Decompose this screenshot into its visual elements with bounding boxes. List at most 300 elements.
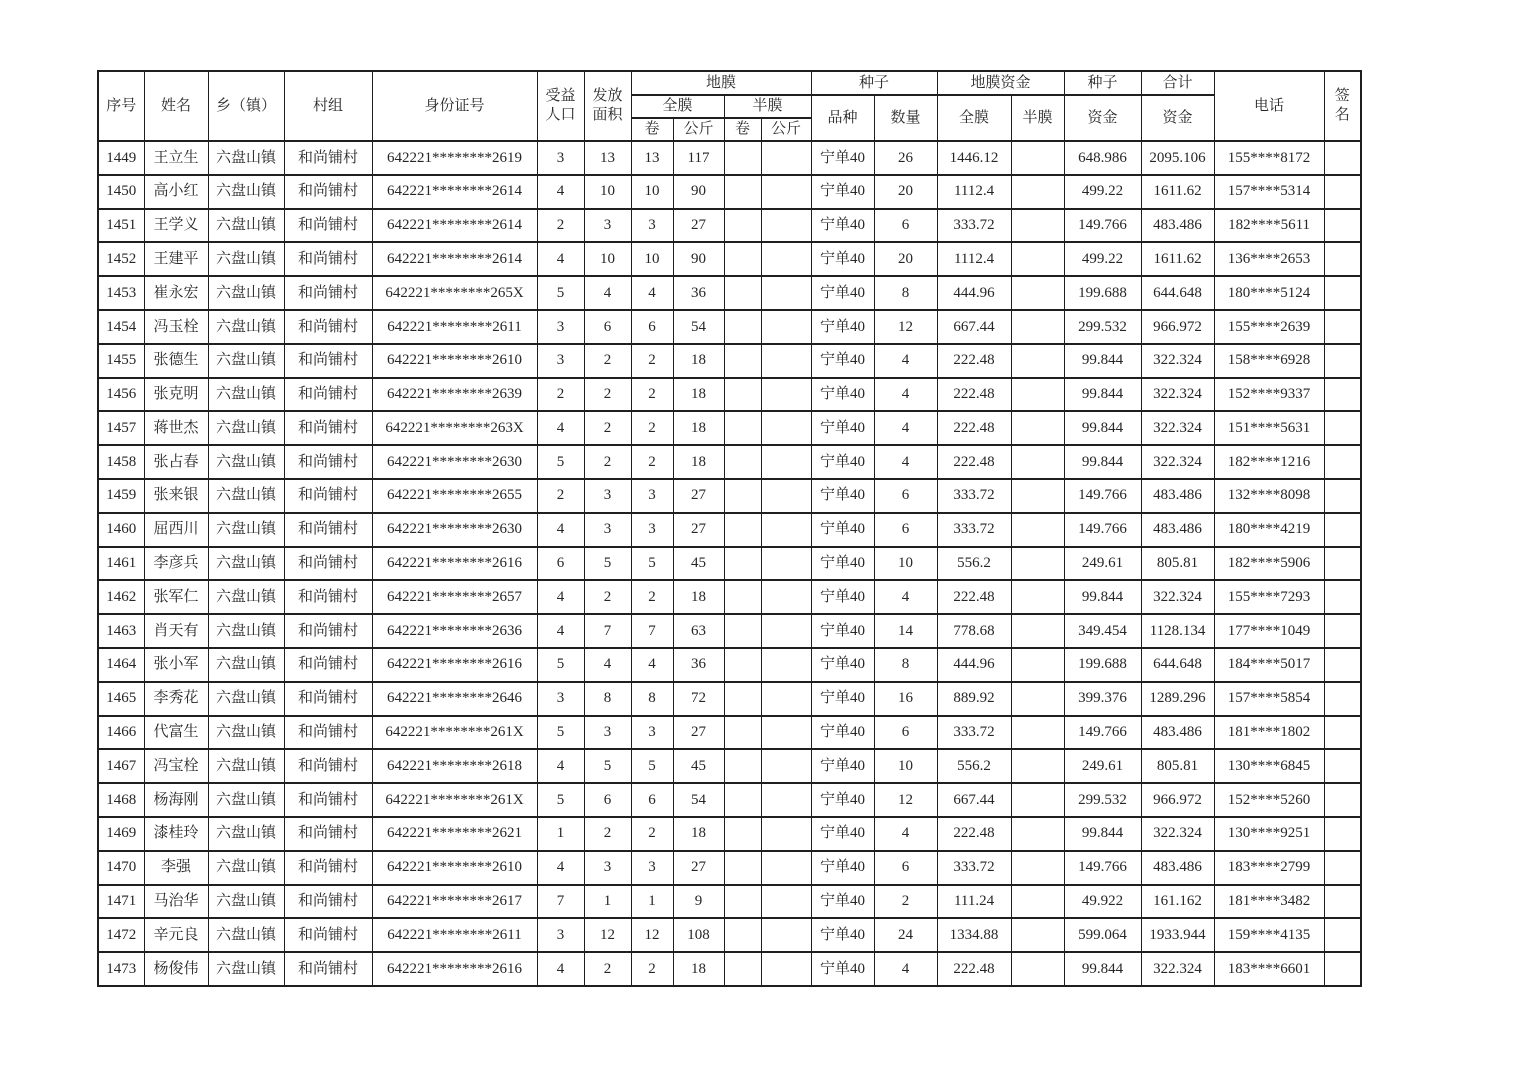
cell-seed-quantity: 6 xyxy=(874,716,937,750)
cell-village: 和尚铺村 xyxy=(284,716,372,750)
header-village: 村组 xyxy=(284,71,372,141)
cell-seed-variety: 宁单40 xyxy=(811,817,874,851)
cell-signature xyxy=(1324,445,1361,479)
cell-id-number: 642221********2621 xyxy=(372,817,537,851)
cell-name: 高小红 xyxy=(144,175,208,209)
table-row xyxy=(98,276,1361,310)
cell-township: 六盘山镇 xyxy=(208,310,284,344)
header-full-film-roll: 卷 xyxy=(631,118,673,141)
cell-half-film-kg xyxy=(761,614,811,648)
cell-beneficiary-population: 5 xyxy=(537,648,584,682)
cell-seed-variety: 宁单40 xyxy=(811,716,874,750)
cell-seed-fund: 99.844 xyxy=(1064,411,1141,445)
cell-village: 和尚铺村 xyxy=(284,445,372,479)
cell-village: 和尚铺村 xyxy=(284,851,372,885)
header-township: 乡（镇） xyxy=(208,71,284,141)
cell-signature xyxy=(1324,141,1361,175)
cell-village: 和尚铺村 xyxy=(284,648,372,682)
cell-film-fund-full: 222.48 xyxy=(937,952,1011,986)
cell-film-fund-full: 222.48 xyxy=(937,817,1011,851)
cell-half-film-kg xyxy=(761,479,811,513)
cell-total-fund: 322.324 xyxy=(1141,952,1214,986)
cell-half-film-rolls xyxy=(724,817,761,851)
cell-total-fund: 1933.944 xyxy=(1141,918,1214,952)
cell-phone: 155****7293 xyxy=(1214,580,1324,614)
cell-beneficiary-population: 4 xyxy=(537,175,584,209)
cell-full-film-rolls: 8 xyxy=(631,682,673,716)
cell-serial: 1467 xyxy=(98,749,144,783)
cell-village: 和尚铺村 xyxy=(284,344,372,378)
header-signature: 签名 xyxy=(1324,71,1361,141)
cell-film-fund-half xyxy=(1011,614,1064,648)
cell-seed-quantity: 20 xyxy=(874,242,937,276)
cell-film-fund-half xyxy=(1011,749,1064,783)
cell-name: 蒋世杰 xyxy=(144,411,208,445)
cell-full-film-kg: 18 xyxy=(673,378,724,412)
cell-phone: 158****6928 xyxy=(1214,344,1324,378)
cell-full-film-rolls: 2 xyxy=(631,952,673,986)
cell-full-film-kg: 90 xyxy=(673,242,724,276)
cell-seed-variety: 宁单40 xyxy=(811,310,874,344)
header-full-film-kg: 公斤 xyxy=(673,118,724,141)
cell-phone: 155****8172 xyxy=(1214,141,1324,175)
cell-township: 六盘山镇 xyxy=(208,209,284,243)
cell-signature xyxy=(1324,479,1361,513)
cell-phone: 180****4219 xyxy=(1214,513,1324,547)
cell-township: 六盘山镇 xyxy=(208,411,284,445)
cell-township: 六盘山镇 xyxy=(208,141,284,175)
cell-half-film-rolls xyxy=(724,749,761,783)
cell-half-film-kg xyxy=(761,513,811,547)
header-total-top: 合计 xyxy=(1141,71,1214,95)
cell-total-fund: 483.486 xyxy=(1141,479,1214,513)
cell-name: 李强 xyxy=(144,851,208,885)
cell-half-film-kg xyxy=(761,276,811,310)
cell-signature xyxy=(1324,749,1361,783)
cell-id-number: 642221********261X xyxy=(372,716,537,750)
cell-id-number: 642221********2655 xyxy=(372,479,537,513)
cell-serial: 1450 xyxy=(98,175,144,209)
header-film-fund-half: 半膜 xyxy=(1011,95,1064,141)
cell-film-fund-full: 333.72 xyxy=(937,513,1011,547)
cell-township: 六盘山镇 xyxy=(208,445,284,479)
cell-half-film-rolls xyxy=(724,783,761,817)
cell-id-number: 642221********2616 xyxy=(372,648,537,682)
cell-signature xyxy=(1324,513,1361,547)
cell-serial: 1460 xyxy=(98,513,144,547)
cell-film-fund-half xyxy=(1011,242,1064,276)
cell-distribution-area: 5 xyxy=(584,547,631,581)
cell-half-film-kg xyxy=(761,648,811,682)
cell-half-film-rolls xyxy=(724,378,761,412)
table-row xyxy=(98,648,1361,682)
cell-village: 和尚铺村 xyxy=(284,885,372,919)
cell-full-film-kg: 18 xyxy=(673,952,724,986)
cell-serial: 1457 xyxy=(98,411,144,445)
cell-beneficiary-population: 4 xyxy=(537,242,584,276)
cell-half-film-rolls xyxy=(724,445,761,479)
cell-name: 冯宝栓 xyxy=(144,749,208,783)
header-seed-variety: 品种 xyxy=(811,95,874,141)
cell-half-film-rolls xyxy=(724,918,761,952)
cell-seed-fund: 349.454 xyxy=(1064,614,1141,648)
cell-full-film-rolls: 2 xyxy=(631,344,673,378)
table-row xyxy=(98,445,1361,479)
cell-seed-variety: 宁单40 xyxy=(811,783,874,817)
cell-distribution-area: 13 xyxy=(584,141,631,175)
cell-seed-variety: 宁单40 xyxy=(811,547,874,581)
cell-distribution-area: 4 xyxy=(584,648,631,682)
cell-full-film-kg: 36 xyxy=(673,276,724,310)
cell-film-fund-half xyxy=(1011,411,1064,445)
cell-film-fund-full: 889.92 xyxy=(937,682,1011,716)
cell-film-fund-half xyxy=(1011,513,1064,547)
cell-seed-variety: 宁单40 xyxy=(811,479,874,513)
table-row xyxy=(98,614,1361,648)
cell-phone: 183****2799 xyxy=(1214,851,1324,885)
cell-full-film-rolls: 3 xyxy=(631,851,673,885)
cell-id-number: 642221********2611 xyxy=(372,310,537,344)
cell-name: 王立生 xyxy=(144,141,208,175)
cell-half-film-kg xyxy=(761,783,811,817)
cell-name: 李彦兵 xyxy=(144,547,208,581)
cell-seed-quantity: 6 xyxy=(874,851,937,885)
cell-distribution-area: 12 xyxy=(584,918,631,952)
cell-film-fund-full: 556.2 xyxy=(937,749,1011,783)
cell-township: 六盘山镇 xyxy=(208,547,284,581)
cell-distribution-area: 10 xyxy=(584,242,631,276)
cell-film-fund-half xyxy=(1011,716,1064,750)
cell-id-number: 642221********2630 xyxy=(372,513,537,547)
cell-phone: 155****2639 xyxy=(1214,310,1324,344)
cell-full-film-rolls: 4 xyxy=(631,648,673,682)
cell-name: 张克明 xyxy=(144,378,208,412)
cell-phone: 182****5611 xyxy=(1214,209,1324,243)
table-row xyxy=(98,716,1361,750)
cell-beneficiary-population: 3 xyxy=(537,682,584,716)
cell-seed-quantity: 4 xyxy=(874,378,937,412)
cell-seed-quantity: 4 xyxy=(874,445,937,479)
cell-village: 和尚铺村 xyxy=(284,952,372,986)
cell-distribution-area: 7 xyxy=(584,614,631,648)
cell-phone: 136****2653 xyxy=(1214,242,1324,276)
cell-total-fund: 483.486 xyxy=(1141,209,1214,243)
cell-total-fund: 644.648 xyxy=(1141,648,1214,682)
cell-seed-quantity: 14 xyxy=(874,614,937,648)
cell-half-film-rolls xyxy=(724,411,761,445)
cell-seed-variety: 宁单40 xyxy=(811,209,874,243)
cell-beneficiary-population: 4 xyxy=(537,411,584,445)
cell-id-number: 642221********2610 xyxy=(372,344,537,378)
cell-film-fund-half xyxy=(1011,547,1064,581)
cell-seed-quantity: 6 xyxy=(874,513,937,547)
cell-distribution-area: 2 xyxy=(584,817,631,851)
cell-township: 六盘山镇 xyxy=(208,749,284,783)
cell-full-film-kg: 18 xyxy=(673,817,724,851)
cell-distribution-area: 3 xyxy=(584,209,631,243)
cell-village: 和尚铺村 xyxy=(284,479,372,513)
cell-beneficiary-population: 4 xyxy=(537,513,584,547)
cell-village: 和尚铺村 xyxy=(284,918,372,952)
cell-name: 王建平 xyxy=(144,242,208,276)
cell-id-number: 642221********261X xyxy=(372,783,537,817)
cell-name: 屈西川 xyxy=(144,513,208,547)
cell-serial: 1454 xyxy=(98,310,144,344)
cell-signature xyxy=(1324,648,1361,682)
cell-half-film-rolls xyxy=(724,547,761,581)
cell-phone: 159****4135 xyxy=(1214,918,1324,952)
cell-full-film-kg: 18 xyxy=(673,411,724,445)
cell-beneficiary-population: 2 xyxy=(537,479,584,513)
cell-seed-variety: 宁单40 xyxy=(811,378,874,412)
cell-beneficiary-population: 3 xyxy=(537,344,584,378)
cell-film-fund-full: 1112.4 xyxy=(937,175,1011,209)
cell-serial: 1449 xyxy=(98,141,144,175)
cell-village: 和尚铺村 xyxy=(284,310,372,344)
cell-seed-quantity: 4 xyxy=(874,580,937,614)
header-serial: 序号 xyxy=(98,71,144,141)
cell-beneficiary-population: 3 xyxy=(537,310,584,344)
cell-half-film-kg xyxy=(761,952,811,986)
cell-signature xyxy=(1324,580,1361,614)
cell-seed-fund: 199.688 xyxy=(1064,648,1141,682)
cell-half-film-rolls xyxy=(724,580,761,614)
cell-film-fund-full: 667.44 xyxy=(937,310,1011,344)
cell-township: 六盘山镇 xyxy=(208,344,284,378)
header-film-fund-group: 地膜资金 xyxy=(937,71,1064,95)
cell-full-film-kg: 9 xyxy=(673,885,724,919)
cell-name: 张军仁 xyxy=(144,580,208,614)
table-row xyxy=(98,479,1361,513)
cell-beneficiary-population: 5 xyxy=(537,783,584,817)
cell-distribution-area: 2 xyxy=(584,344,631,378)
cell-total-fund: 1611.62 xyxy=(1141,175,1214,209)
cell-half-film-kg xyxy=(761,445,811,479)
cell-serial: 1451 xyxy=(98,209,144,243)
cell-township: 六盘山镇 xyxy=(208,716,284,750)
table-row xyxy=(98,513,1361,547)
cell-full-film-kg: 45 xyxy=(673,749,724,783)
header-film-fund-full: 全膜 xyxy=(937,95,1011,141)
cell-seed-fund: 249.61 xyxy=(1064,749,1141,783)
cell-total-fund: 483.486 xyxy=(1141,716,1214,750)
cell-distribution-area: 2 xyxy=(584,952,631,986)
cell-half-film-rolls xyxy=(724,242,761,276)
cell-seed-variety: 宁单40 xyxy=(811,614,874,648)
cell-film-fund-full: 111.24 xyxy=(937,885,1011,919)
cell-signature xyxy=(1324,952,1361,986)
cell-serial: 1453 xyxy=(98,276,144,310)
cell-serial: 1471 xyxy=(98,885,144,919)
cell-half-film-kg xyxy=(761,851,811,885)
cell-township: 六盘山镇 xyxy=(208,918,284,952)
cell-id-number: 642221********2630 xyxy=(372,445,537,479)
cell-distribution-area: 2 xyxy=(584,445,631,479)
cell-phone: 157****5854 xyxy=(1214,682,1324,716)
cell-full-film-rolls: 6 xyxy=(631,783,673,817)
cell-half-film-kg xyxy=(761,749,811,783)
cell-half-film-rolls xyxy=(724,716,761,750)
cell-seed-variety: 宁单40 xyxy=(811,175,874,209)
cell-full-film-kg: 54 xyxy=(673,310,724,344)
cell-seed-fund: 249.61 xyxy=(1064,547,1141,581)
cell-seed-variety: 宁单40 xyxy=(811,918,874,952)
cell-village: 和尚铺村 xyxy=(284,209,372,243)
cell-seed-quantity: 4 xyxy=(874,344,937,378)
cell-signature xyxy=(1324,547,1361,581)
cell-full-film-kg: 27 xyxy=(673,209,724,243)
cell-id-number: 642221********2610 xyxy=(372,851,537,885)
cell-phone: 181****1802 xyxy=(1214,716,1324,750)
cell-signature xyxy=(1324,310,1361,344)
cell-film-fund-full: 667.44 xyxy=(937,783,1011,817)
cell-film-fund-full: 444.96 xyxy=(937,648,1011,682)
cell-film-fund-half xyxy=(1011,445,1064,479)
header-phone: 电话 xyxy=(1214,71,1324,141)
cell-seed-quantity: 16 xyxy=(874,682,937,716)
cell-film-fund-half xyxy=(1011,310,1064,344)
cell-full-film-kg: 27 xyxy=(673,513,724,547)
cell-township: 六盘山镇 xyxy=(208,817,284,851)
cell-village: 和尚铺村 xyxy=(284,547,372,581)
table-row xyxy=(98,749,1361,783)
cell-seed-fund: 149.766 xyxy=(1064,716,1141,750)
cell-half-film-kg xyxy=(761,310,811,344)
table-row xyxy=(98,242,1361,276)
cell-total-fund: 966.972 xyxy=(1141,783,1214,817)
cell-half-film-rolls xyxy=(724,682,761,716)
cell-phone: 157****5314 xyxy=(1214,175,1324,209)
cell-seed-quantity: 8 xyxy=(874,648,937,682)
cell-name: 漆桂玲 xyxy=(144,817,208,851)
cell-seed-fund: 99.844 xyxy=(1064,344,1141,378)
cell-seed-quantity: 4 xyxy=(874,411,937,445)
cell-distribution-area: 10 xyxy=(584,175,631,209)
cell-film-fund-half xyxy=(1011,209,1064,243)
cell-full-film-rolls: 4 xyxy=(631,276,673,310)
cell-full-film-kg: 63 xyxy=(673,614,724,648)
cell-full-film-rolls: 3 xyxy=(631,513,673,547)
cell-full-film-rolls: 10 xyxy=(631,175,673,209)
header-half-film: 半膜 xyxy=(724,95,811,118)
cell-full-film-kg: 72 xyxy=(673,682,724,716)
cell-signature xyxy=(1324,682,1361,716)
cell-half-film-rolls xyxy=(724,851,761,885)
cell-seed-variety: 宁单40 xyxy=(811,851,874,885)
cell-village: 和尚铺村 xyxy=(284,783,372,817)
cell-village: 和尚铺村 xyxy=(284,513,372,547)
cell-serial: 1472 xyxy=(98,918,144,952)
cell-film-fund-half xyxy=(1011,175,1064,209)
cell-township: 六盘山镇 xyxy=(208,580,284,614)
cell-total-fund: 1611.62 xyxy=(1141,242,1214,276)
cell-full-film-kg: 90 xyxy=(673,175,724,209)
cell-seed-quantity: 4 xyxy=(874,952,937,986)
cell-name: 辛元良 xyxy=(144,918,208,952)
cell-film-fund-half xyxy=(1011,580,1064,614)
cell-half-film-kg xyxy=(761,411,811,445)
cell-beneficiary-population: 3 xyxy=(537,141,584,175)
cell-full-film-rolls: 12 xyxy=(631,918,673,952)
cell-full-film-rolls: 2 xyxy=(631,817,673,851)
cell-signature xyxy=(1324,885,1361,919)
cell-half-film-kg xyxy=(761,682,811,716)
cell-film-fund-full: 222.48 xyxy=(937,580,1011,614)
cell-total-fund: 1128.134 xyxy=(1141,614,1214,648)
cell-serial: 1456 xyxy=(98,378,144,412)
cell-seed-variety: 宁单40 xyxy=(811,885,874,919)
cell-beneficiary-population: 2 xyxy=(537,209,584,243)
header-beneficiary-population: 受益人口 xyxy=(537,71,584,141)
table-row xyxy=(98,175,1361,209)
cell-film-fund-half xyxy=(1011,141,1064,175)
cell-seed-fund: 149.766 xyxy=(1064,209,1141,243)
cell-seed-quantity: 6 xyxy=(874,209,937,243)
cell-serial: 1461 xyxy=(98,547,144,581)
cell-township: 六盘山镇 xyxy=(208,614,284,648)
cell-film-fund-full: 333.72 xyxy=(937,209,1011,243)
cell-beneficiary-population: 4 xyxy=(537,580,584,614)
cell-serial: 1452 xyxy=(98,242,144,276)
cell-beneficiary-population: 4 xyxy=(537,851,584,885)
cell-film-fund-half xyxy=(1011,276,1064,310)
cell-seed-quantity: 10 xyxy=(874,749,937,783)
header-row-1 xyxy=(98,71,1361,95)
cell-half-film-kg xyxy=(761,885,811,919)
cell-seed-fund: 99.844 xyxy=(1064,378,1141,412)
table-row xyxy=(98,783,1361,817)
header-half-film-roll: 卷 xyxy=(724,118,761,141)
cell-seed-quantity: 26 xyxy=(874,141,937,175)
cell-film-fund-full: 333.72 xyxy=(937,479,1011,513)
cell-seed-variety: 宁单40 xyxy=(811,648,874,682)
cell-seed-variety: 宁单40 xyxy=(811,411,874,445)
cell-half-film-kg xyxy=(761,141,811,175)
cell-full-film-rolls: 5 xyxy=(631,547,673,581)
cell-full-film-rolls: 2 xyxy=(631,445,673,479)
cell-id-number: 642221********265X xyxy=(372,276,537,310)
cell-serial: 1470 xyxy=(98,851,144,885)
cell-seed-quantity: 20 xyxy=(874,175,937,209)
cell-village: 和尚铺村 xyxy=(284,411,372,445)
cell-half-film-rolls xyxy=(724,141,761,175)
cell-phone: 130****6845 xyxy=(1214,749,1324,783)
cell-phone: 183****6601 xyxy=(1214,952,1324,986)
table-row xyxy=(98,411,1361,445)
cell-half-film-kg xyxy=(761,242,811,276)
table-row xyxy=(98,918,1361,952)
cell-signature xyxy=(1324,209,1361,243)
cell-film-fund-half xyxy=(1011,648,1064,682)
cell-beneficiary-population: 5 xyxy=(537,716,584,750)
cell-total-fund: 322.324 xyxy=(1141,445,1214,479)
cell-distribution-area: 5 xyxy=(584,749,631,783)
cell-full-film-kg: 54 xyxy=(673,783,724,817)
cell-id-number: 642221********2639 xyxy=(372,378,537,412)
table-row xyxy=(98,817,1361,851)
cell-id-number: 642221********2618 xyxy=(372,749,537,783)
cell-seed-quantity: 24 xyxy=(874,918,937,952)
cell-distribution-area: 6 xyxy=(584,310,631,344)
cell-seed-variety: 宁单40 xyxy=(811,445,874,479)
cell-phone: 180****5124 xyxy=(1214,276,1324,310)
cell-film-fund-half xyxy=(1011,783,1064,817)
cell-half-film-rolls xyxy=(724,175,761,209)
cell-film-fund-half xyxy=(1011,851,1064,885)
cell-name: 马治华 xyxy=(144,885,208,919)
cell-beneficiary-population: 4 xyxy=(537,614,584,648)
cell-full-film-kg: 18 xyxy=(673,344,724,378)
